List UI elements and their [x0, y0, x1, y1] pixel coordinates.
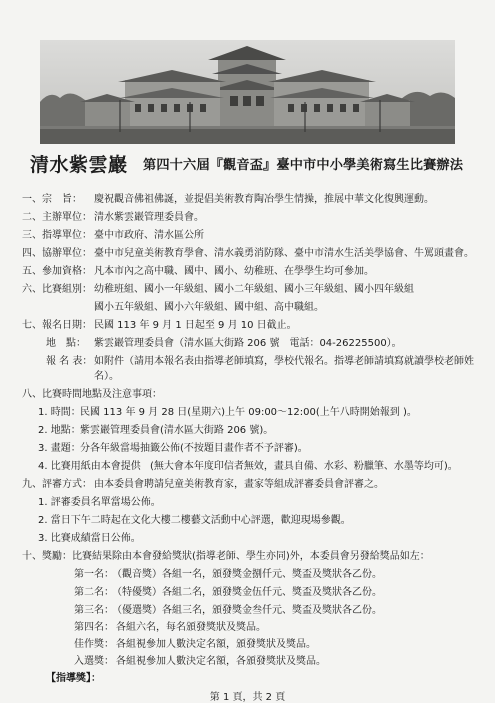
item-label: 3. 畫題： [38, 443, 81, 454]
item-label: 第三名： [74, 605, 114, 616]
item-value: （特優獎）各組二名，頒發獎金伍仟元、獎盃及獎狀各乙份。 [112, 587, 382, 598]
item-value: 清水紫雲巖管理委員會。 [94, 212, 204, 223]
item-label: 報 名 表： [46, 356, 93, 367]
page-title [30, 150, 475, 174]
item-value: 民國 113 年 9 月 1 日起至 9 月 10 日截止。 [94, 320, 297, 331]
item-label: 地 點： [46, 338, 86, 349]
item-label: 1. 評審委員名單當場公佈。 [38, 497, 161, 508]
item-label: 1. 時間： [38, 407, 81, 418]
item-label: 第二名： [74, 587, 114, 598]
item-value: 紫雲巖管理委員會（清水區大街路 206 號 電話：04-26225500）。 [94, 338, 402, 349]
item-label: 第一名： [74, 569, 114, 580]
item-label: 3. 比賽成績當日公佈。 [38, 533, 141, 544]
item-value: （觀音獎）各組一名，頒發獎金捌仟元、獎盃及獎狀各乙份。 [112, 569, 382, 580]
temple-photo [40, 40, 455, 144]
item-label: 入選獎： [74, 656, 114, 667]
item-value: 各組視參加人數決定名額，各頒發獎狀及獎品。 [116, 656, 326, 667]
item-label: 八、比賽時間地點及注意事項： [22, 389, 162, 400]
item-value: 各組視參加人數決定名額，頒發獎狀及獎品。 [116, 639, 316, 650]
item-label: 七、報名日期： [22, 320, 92, 331]
item-value: 凡本市內之高中職、國中、國小、幼稚班、在學學生均可參加。 [94, 266, 374, 277]
title-main: 清水紫雲巖 [30, 154, 128, 176]
item-label: 二、主辦單位： [22, 212, 92, 223]
item-value: （優選獎）各組三名，頒發獎金叁仟元、獎盃及獎狀各乙份。 [112, 605, 382, 616]
item-value: 民國 113 年 9 月 28 日(星期六)上午 09:00～12:00(上午八時開始報到 )。 [80, 407, 417, 418]
item-label: 2. 地點： [38, 425, 81, 436]
item-value: 比賽結果除由本會發給獎狀(指導老師、學生亦同)外，本委員會另發給獎品如左： [72, 551, 430, 562]
title-sub: 第四十六屆『觀音盃』臺中市中小學美術寫生比賽辦法 [143, 158, 464, 173]
item-label: 十、獎勵： [22, 551, 72, 562]
item-label: 六、比賽組別： [22, 284, 92, 295]
item-value: (無大會本年度印信者無效，畫具自備、水彩、粉臘筆、水墨等均可)。 [150, 461, 458, 472]
item-label: 2. 當日下午二時起在文化大樓二樓藝文活動中心評選，歡迎現場參觀。 [38, 515, 351, 526]
item-label: 三、指導單位： [22, 230, 92, 241]
item-value: 各組六名，每名頒發獎狀及獎品。 [116, 622, 266, 633]
item-label: 五、參加資格： [22, 266, 92, 277]
item-label: 四、協辦單位： [22, 248, 92, 259]
item-value: 分各年級當場抽籤公佈(不按題目畫作者不予評審)。 [80, 443, 308, 454]
item-label: 一、宗 旨： [22, 194, 82, 205]
item-label: 佳作獎： [74, 639, 114, 650]
item-label: 第四名： [74, 622, 114, 633]
item-value: 如附件（請用本報名表由指導老師填寫，學校代報名。指導老師請填寫就讀學校老師姓 [94, 356, 474, 367]
item-value: 臺中市兒童美術教育學會、清水義勇消防隊、臺中市清水生活美學協會、牛罵頭畫會。 [94, 248, 474, 259]
item-value: 國小五年級組、國小六年級組、國中組、高中職組。 [94, 302, 324, 313]
item-value: 慶祝觀音佛祖佛誕，並提倡美術教育陶冶學生情操，推展中華文化復興運動。 [94, 194, 434, 205]
item-value: 名）。 [94, 371, 119, 382]
page-footer: 第 1 頁，共 2 頁 [209, 692, 286, 703]
item-label: 【指導獎】： [46, 673, 101, 684]
item-value: 幼稚班組、國小一年級組、國小二年級組、國小三年級組、國小四年級組 [94, 284, 414, 295]
item-value: 由本委員會聘請兒童美術教育家，畫家等組成評審委員會評審之。 [94, 479, 384, 490]
item-value: 紫雲巖管理委員會(清水區大街路 206 號)。 [80, 425, 274, 436]
item-label: 4. 比賽用紙由本會提供 [38, 461, 141, 472]
item-label: 九、評審方式： [22, 479, 92, 490]
item-value: 臺中市政府、清水區公所 [94, 230, 204, 241]
